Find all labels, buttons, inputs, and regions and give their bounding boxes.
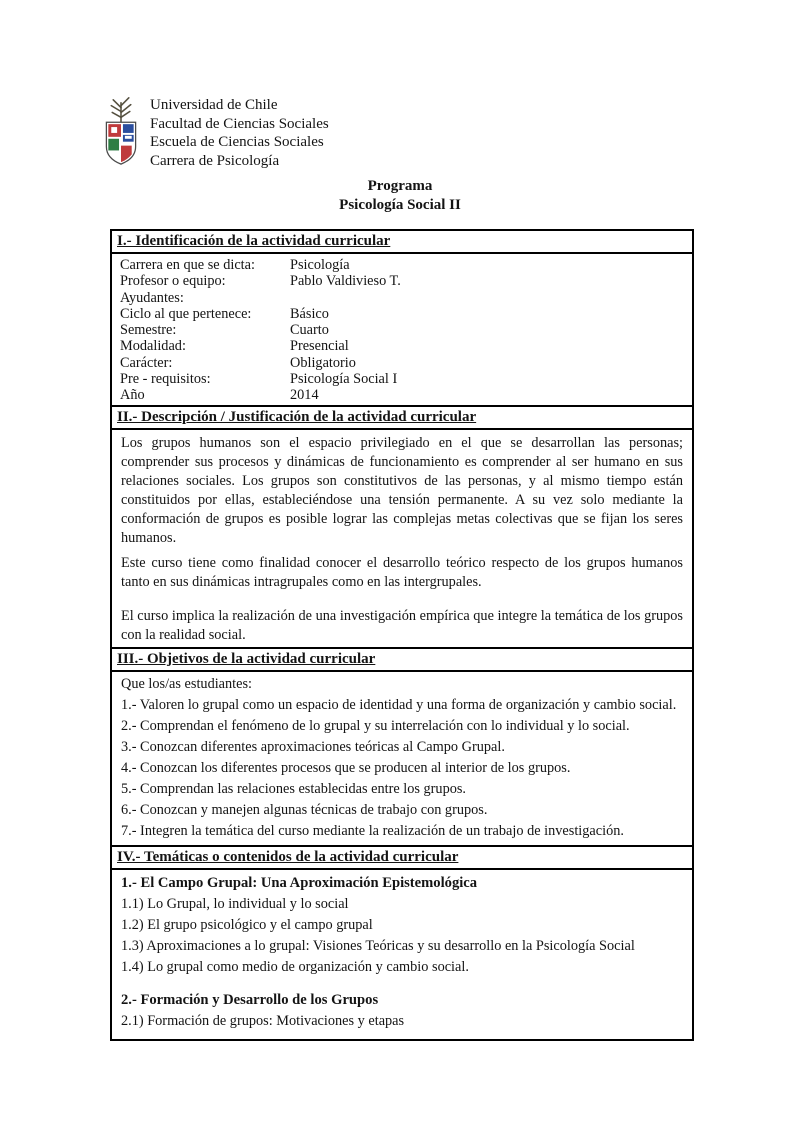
- field-label: Carácter:: [120, 354, 173, 371]
- field-row: [120, 306, 684, 322]
- field-value: Pablo Valdivieso T.: [290, 273, 401, 290]
- document-title: [0, 177, 800, 215]
- field-row: [120, 371, 684, 387]
- contents-body: [112, 870, 692, 1039]
- section-descripcion: [112, 405, 692, 647]
- field-label: Modalidad:: [120, 338, 186, 355]
- field-value: Presencial: [290, 338, 349, 355]
- description-body: [112, 430, 692, 647]
- section-tematicas: [112, 845, 692, 1039]
- section-iv-heading-text: IV.- Temáticas o contenidos de la actividad curricular: [117, 848, 459, 865]
- objective-item: 4.- Conozcan los diferentes procesos que se producen al interior de los grupos.: [121, 759, 571, 776]
- field-row: [120, 387, 684, 403]
- program-table: [110, 229, 694, 1041]
- field-label: Carrera en que se dicta:: [120, 257, 255, 273]
- description-paragraph: Este curso tiene como finalidad conocer el desarrollo teórico respecto de los grupos humanos tanto en sus dinámicas intragrupales como en las intergrupales.: [121, 554, 683, 590]
- section-i-heading-text: I.- Identificación de la actividad curricular: [117, 233, 391, 249]
- section-ii-heading: [112, 405, 692, 430]
- field-value: Psicología: [290, 257, 350, 273]
- institution-line-faculty: Facultad de Ciencias Sociales: [150, 115, 329, 132]
- field-label: Semestre:: [120, 322, 177, 339]
- unit-1-title: 1.- El Campo Grupal: Una Aproximación Epistemológica: [121, 874, 478, 891]
- description-paragraph: Los grupos humanos son el espacio privilegiado en el que se desarrollan las personas; comprender sus procesos y dinámicas de funcionamiento es comprender al ser humano en sus relaciones sociales. Los grupos son constitutivos de las personas, y al mismo tiempo están constituidos por ellas, estableciéndose una tensión permanente. A su vez solo mediante la conformación de grupos es posible lograr las complejas metas colectivas que se fijan los seres humanos.: [121, 434, 683, 546]
- section-objetivos: [112, 647, 692, 845]
- university-logo-icon: [99, 92, 143, 168]
- section-iii-heading: [112, 647, 692, 672]
- objectives-body: [112, 672, 692, 845]
- section-iii-heading-text: III.- Objetivos de la actividad curricular: [117, 650, 376, 667]
- field-label: Profesor o equipo:: [120, 273, 226, 290]
- section-identificacion: [112, 231, 692, 405]
- field-value: [290, 290, 684, 306]
- objectives-intro: Que los/as estudiantes:: [121, 675, 253, 692]
- section-iv-heading: [112, 845, 692, 870]
- letterhead: [99, 92, 329, 170]
- identification-fields: [112, 254, 692, 405]
- institution-line-career: Carrera de Psicología: [150, 152, 280, 169]
- field-row: [120, 290, 684, 306]
- institution-line-school: Escuela de Ciencias Sociales: [150, 134, 324, 151]
- institution-line-university: Universidad de Chile: [150, 97, 278, 113]
- unit-1-item: 1.1) Lo Grupal, lo individual y lo social: [121, 895, 349, 912]
- section-ii-heading-text: II.- Descripción / Justificación de la actividad curricular: [117, 408, 477, 425]
- field-value: Cuarto: [290, 322, 329, 339]
- field-label: Año: [120, 387, 145, 404]
- unit-1-item: 1.2) El grupo psicológico y el campo grupal: [121, 916, 373, 933]
- unit-2-item: 2.1) Formación de grupos: Motivaciones y etapas: [121, 1012, 405, 1029]
- unit-2-title: 2.- Formación y Desarrollo de los Grupos: [121, 991, 379, 1008]
- field-value: 2014: [290, 387, 319, 404]
- field-label: Ayudantes:: [120, 289, 184, 306]
- field-value: Obligatorio: [290, 354, 356, 371]
- section-i-heading: [112, 231, 692, 254]
- unit-1-item: 1.3) Aproximaciones a lo grupal: Visiones Teóricas y su desarrollo en la Psicología Social: [121, 937, 635, 954]
- field-value: Psicología Social I: [290, 371, 398, 388]
- field-row: [120, 273, 684, 289]
- institution-block: [150, 92, 329, 170]
- field-label: Pre - requisitos:: [120, 371, 211, 388]
- field-row: [120, 355, 684, 371]
- objective-item: 5.- Comprendan las relaciones establecidas entre los grupos.: [121, 780, 467, 797]
- description-paragraph: El curso implica la realización de una investigación empírica que integre la temática de los grupos con la realidad social.: [121, 607, 683, 643]
- field-value: Básico: [290, 305, 329, 322]
- title-programa: Programa: [367, 178, 433, 194]
- objective-item: 7.- Integren la temática del curso mediante la realización de un trabajo de investigación.: [121, 822, 624, 839]
- field-row: [120, 322, 684, 338]
- unit-1-item: 1.4) Lo grupal como medio de organización y cambio social.: [121, 958, 469, 975]
- field-row: [120, 257, 684, 273]
- objective-item: 3.- Conozcan diferentes aproximaciones teóricas al Campo Grupal.: [121, 738, 505, 755]
- field-label: Ciclo al que pertenece:: [120, 305, 252, 322]
- title-course-name: Psicología Social II: [339, 197, 461, 213]
- objective-item: 2.- Comprendan el fenómeno de lo grupal y su interrelación con lo individual y lo social.: [121, 717, 630, 734]
- objective-item: 6.- Conozcan y manejen algunas técnicas de trabajo con grupos.: [121, 801, 488, 818]
- objective-item: 1.- Valoren lo grupal como un espacio de identidad y una forma de organización y cambio social.: [121, 696, 677, 713]
- field-row: [120, 338, 684, 354]
